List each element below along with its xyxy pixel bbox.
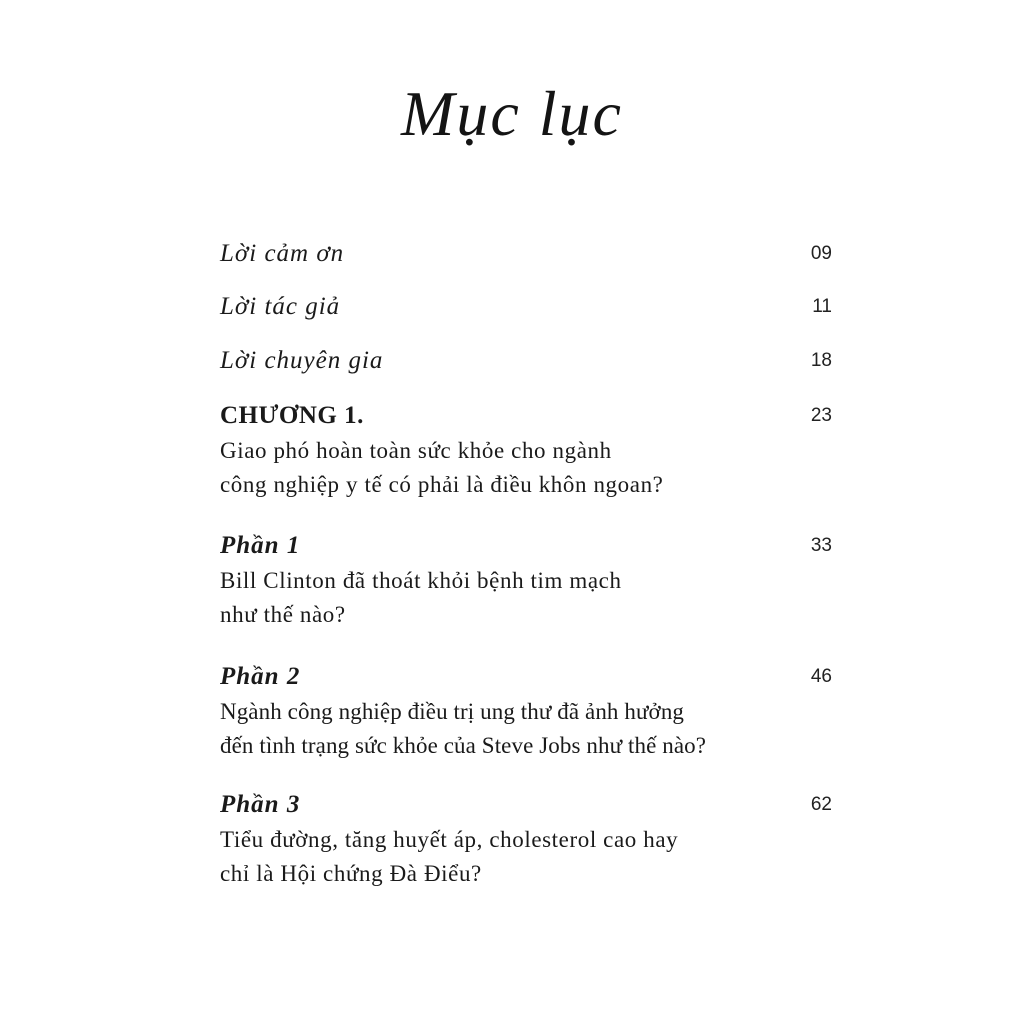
entry-heading: Lời chuyên gia — [220, 347, 384, 374]
toc-entry-expert-note — [220, 345, 832, 377]
page-number: 09 — [810, 243, 832, 264]
entry-description-line: Giao phó hoàn toàn sức khỏe cho ngành — [220, 438, 612, 463]
entry-description-line: chỉ là Hội chứng Đà Điểu? — [220, 861, 482, 886]
entry-heading: Phần 1 — [220, 532, 301, 559]
entry-description-line: như thế nào? — [220, 602, 346, 627]
page-number: 23 — [810, 405, 832, 426]
entry-description-line: Bill Clinton đã thoát khỏi bệnh tim mạch — [220, 568, 622, 593]
entry-description-line: đến tình trạng sức khỏe của Steve Jobs như thế nào? — [220, 733, 707, 758]
entry-description-line: Ngành công nghiệp điều trị ung thư đã ảnh hưởng — [220, 699, 685, 724]
toc-entry-chapter-1 — [220, 400, 832, 502]
toc-entry-acknowledgements — [220, 238, 832, 270]
entry-heading: Phần 3 — [220, 791, 301, 818]
entry-heading: Lời cảm ơn — [220, 240, 345, 267]
toc-entry-author-note — [220, 291, 832, 323]
entry-heading: Lời tác giả — [220, 293, 341, 320]
page-number: 18 — [810, 350, 832, 371]
entry-heading: CHƯƠNG 1. — [220, 402, 364, 429]
page-number: 62 — [810, 794, 832, 815]
entry-heading: Phần 2 — [220, 663, 301, 690]
toc-entry-part-2 — [220, 661, 832, 763]
page-title: Mục lục — [401, 78, 623, 149]
entry-description-line: công nghiệp y tế có phải là điều khôn ngoan? — [220, 472, 664, 497]
toc-entry-part-3 — [220, 789, 832, 891]
page-number: 33 — [810, 535, 832, 556]
page-number: 11 — [812, 296, 832, 317]
entry-description-line: Tiểu đường, tăng huyết áp, cholesterol cao hay — [220, 827, 679, 852]
page-number: 46 — [810, 666, 832, 687]
toc-entry-part-1 — [220, 530, 832, 632]
